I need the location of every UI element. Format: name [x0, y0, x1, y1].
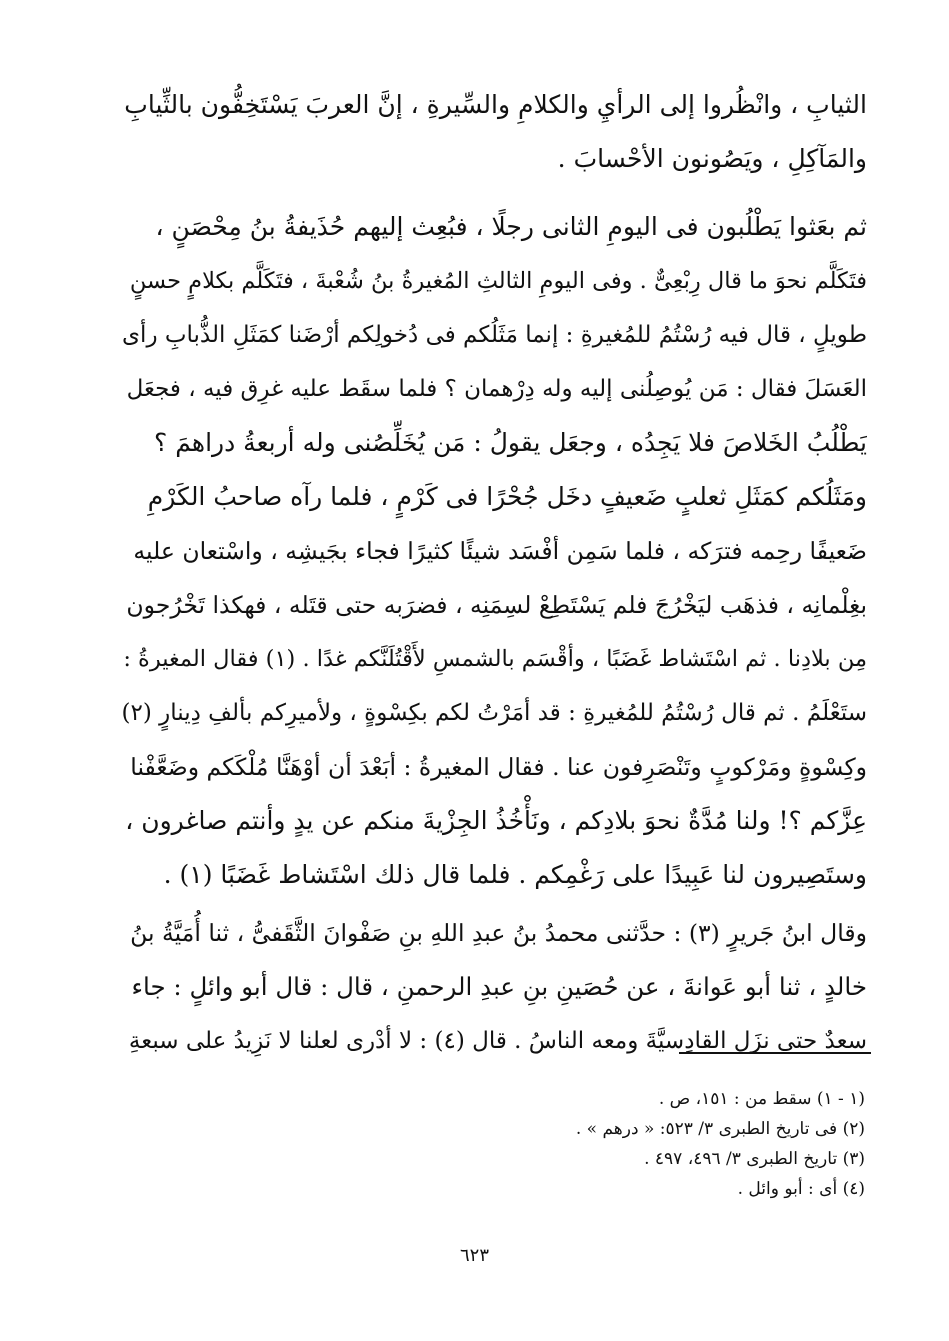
page-number: ٦٢٣	[459, 1245, 489, 1266]
paragraph-3	[120, 906, 867, 1068]
text-line: ومَثَلُكم كمَثَلِ ثعلبٍ ضَعيفٍ دخَل جُحْرًا فى كَرْمٍ ، فلما رآه صاحبُ الكَرْمِ	[147, 482, 867, 511]
paragraph-1	[120, 78, 867, 186]
text-line: يَطْلُبُ الخَلاصَ فلا يَجِدُه ، وجعَل يقولُ : مَن يُخَلِّصُنى وله أربعةُ دراهمَ ؟	[154, 428, 867, 457]
text-line: والمَآكِلِ ، ويَصُونون الأحْسابَ .	[557, 144, 867, 173]
footnote: (١ - ١) سقط من : ١٥١، ص .	[658, 1089, 865, 1109]
text-line: بغِلْمانِه ، فذهَب ليَخْرُجَ فلم يَسْتَطِعْ لسِمَنِه ، فضرَبه حتى قتَله ، فهكذا تَخْرُجون	[126, 591, 867, 619]
text-line: الثيابِ ، وانْظُروا إلى الرأيِ والكلامِ والسِّيرةِ ، إنَّ العربَ يَسْتَخِفُّون بالثِّيابِ	[124, 90, 867, 119]
text-line: وقال ابنُ جَريرٍ (٣) : حدَّثنى محمدُ بنُ عبدِ اللهِ بنِ صَفْوانَ الثَّقَفىُّ ، ثنا أُمَيَّةُ بنُ	[130, 919, 867, 947]
text-line: العَسَلَ فقال : مَن يُوصِلُنى إليه وله دِرْهمان ؟ فلما سقَط عليه غرِق فيه ، فجعَل	[126, 376, 867, 402]
footnote: (٢) فى تاريخ الطبرى ٣/ ٥٢٣: « درهم » .	[575, 1119, 865, 1139]
footnote-separator	[679, 1052, 871, 1054]
footnote: (٣) تاريخ الطبرى ٣/ ٤٩٦، ٤٩٧ .	[644, 1149, 865, 1169]
text-line: فتَكَلَّم نحوَ ما قال رِبْعِىٌّ . وفى اليومِ الثالثِ المُغيرةُ بنُ شُعْبةَ ، فتَكَلَّم بكلامٍ حسنٍ	[129, 268, 867, 294]
text-line: عِزَّكم ؟! ولنا مُدَّةٌ نحوَ بلادِكم ، ونَأْخُذُ الجِزْيةَ منكم عن يدٍ وأنتم صاغرون ،	[125, 806, 867, 835]
footnotes	[265, 1084, 865, 1204]
text-line: طويلٍ ، قال فيه رُسْتُمُ للمُغيرةِ : إنما مَثَلُكم فى دُخولِكم أرْضَنا كمَثَلِ الذُّبابِ رأى	[122, 322, 867, 348]
text-line: وكِسْوةٍ ومَرْكوبٍ وتَنْصَرِفون عنا . فقال المغيرةُ : أبَعْدَ أن أوْهَنَّا مُلْكَكم وضَعَّفْنا	[130, 753, 867, 781]
text-line: وستَصِيرون لنا عَبِيدًا على رَغْمِكم . فلما قال ذلك اسْتَشاط غَضَبًا (١) .	[163, 860, 867, 889]
text-line: سعدٌ حتى نزَل القادِسيَّةَ ومعه الناسُ . قال (٤) : لا أدْرى لعلنا لا نَزِيدُ على سبعةِ	[128, 1028, 867, 1054]
text-line: مِن بلادِنا . ثم اسْتَشاط غَضَبًا ، وأقْسَم بالشمسِ لأَقْتُلَنَّكم غدًا . (١) فقال المغيرةُ :	[123, 646, 867, 672]
text-line: ثم بعَثوا يَطْلُبون فى اليومِ الثانى رجلًا ، فبُعِث إليهم حُذَيفةُ بنُ مِحْصَنٍ ،	[155, 212, 867, 241]
text-line: خالدٍ ، ثنا أبو عَوانةَ ، عن حُصَينِ بنِ عبدِ الرحمنِ ، قال : قال أبو وائلٍ : جاء	[131, 972, 867, 1001]
footnote: (٤) أى : أبو وائل .	[737, 1179, 865, 1199]
text-line: ضَعيفًا رحِمه فترَكه ، فلما سَمِن أفْسَد شيئًا كثيرًا فجاء بجَيشِه ، واسْتعان عليه	[133, 537, 867, 565]
paragraph-2	[120, 200, 867, 902]
text-line: ستَعْلَمُ . ثم قال رُسْتُمُ للمُغيرةِ : قد أمَرْتُ لكم بكِسْوةٍ ، ولأميرِكم بألفِ دِينارٍ (٢)	[121, 700, 867, 726]
